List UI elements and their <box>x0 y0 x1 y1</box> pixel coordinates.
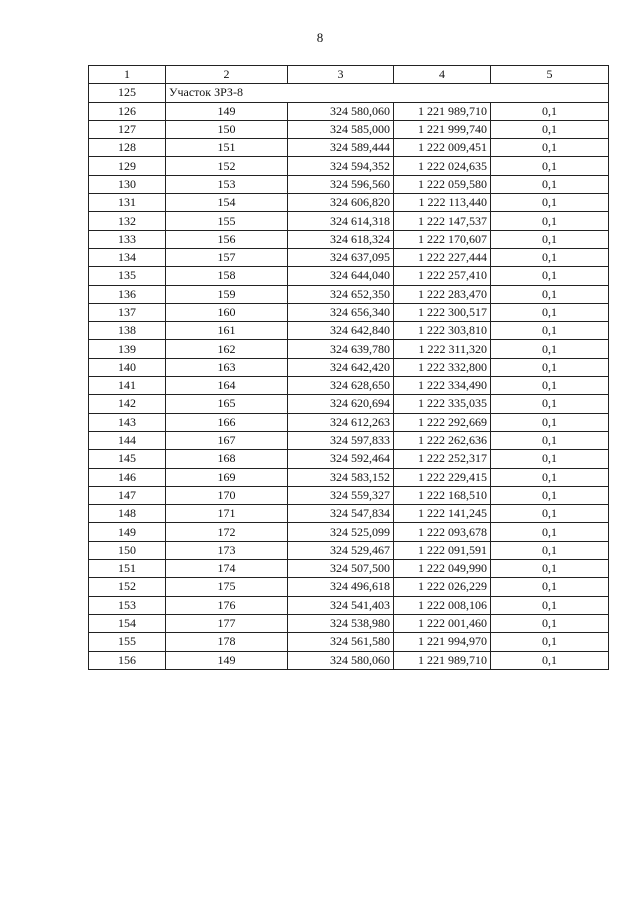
x-coordinate-cell: 324 589,444 <box>288 139 394 157</box>
accuracy-cell: 0,1 <box>491 633 609 651</box>
header-row <box>89 66 609 84</box>
accuracy-cell: 0,1 <box>491 267 609 285</box>
row-number-cell: 135 <box>89 267 166 285</box>
row-number-cell: 153 <box>89 596 166 614</box>
table-row <box>89 322 609 340</box>
row-number-cell: 144 <box>89 431 166 449</box>
x-coordinate-cell: 324 612,263 <box>288 413 394 431</box>
row-number-cell: 139 <box>89 340 166 358</box>
x-coordinate-cell: 324 529,467 <box>288 541 394 559</box>
y-coordinate-cell: 1 221 989,710 <box>394 102 491 120</box>
point-number-cell: 174 <box>166 560 288 578</box>
y-coordinate-cell: 1 222 024,635 <box>394 157 491 175</box>
coordinates-table-body <box>89 66 609 670</box>
row-number-cell: 152 <box>89 578 166 596</box>
table-row <box>89 560 609 578</box>
point-number-cell: 155 <box>166 212 288 230</box>
row-number-cell: 130 <box>89 175 166 193</box>
x-coordinate-cell: 324 507,500 <box>288 560 394 578</box>
x-coordinate-cell: 324 628,650 <box>288 377 394 395</box>
y-coordinate-cell: 1 222 113,440 <box>394 194 491 212</box>
table-row <box>89 248 609 266</box>
row-number-cell: 148 <box>89 505 166 523</box>
x-coordinate-cell: 324 580,060 <box>288 102 394 120</box>
x-coordinate-cell: 324 561,580 <box>288 633 394 651</box>
y-coordinate-cell: 1 222 300,517 <box>394 303 491 321</box>
section-row <box>89 84 609 102</box>
table-row <box>89 377 609 395</box>
y-coordinate-cell: 1 222 262,636 <box>394 431 491 449</box>
point-number-cell: 156 <box>166 230 288 248</box>
accuracy-cell: 0,1 <box>491 395 609 413</box>
point-number-cell: 172 <box>166 523 288 541</box>
coordinates-table <box>88 65 609 670</box>
x-coordinate-cell: 324 642,420 <box>288 358 394 376</box>
point-number-cell: 163 <box>166 358 288 376</box>
header-cell-1: 1 <box>89 66 166 84</box>
table-row <box>89 267 609 285</box>
table-row <box>89 486 609 504</box>
table-row <box>89 175 609 193</box>
point-number-cell: 165 <box>166 395 288 413</box>
accuracy-cell: 0,1 <box>491 358 609 376</box>
header-cell-2: 2 <box>166 66 288 84</box>
table-row <box>89 651 609 669</box>
row-number-cell: 129 <box>89 157 166 175</box>
row-number-cell: 156 <box>89 651 166 669</box>
row-number-cell: 141 <box>89 377 166 395</box>
y-coordinate-cell: 1 222 335,035 <box>394 395 491 413</box>
point-number-cell: 158 <box>166 267 288 285</box>
y-coordinate-cell: 1 222 229,415 <box>394 468 491 486</box>
row-number-cell: 126 <box>89 102 166 120</box>
table-row <box>89 431 609 449</box>
x-coordinate-cell: 324 652,350 <box>288 285 394 303</box>
accuracy-cell: 0,1 <box>491 651 609 669</box>
row-number-cell: 147 <box>89 486 166 504</box>
accuracy-cell: 0,1 <box>491 505 609 523</box>
accuracy-cell: 0,1 <box>491 230 609 248</box>
table-row <box>89 285 609 303</box>
accuracy-cell: 0,1 <box>491 157 609 175</box>
table-row <box>89 230 609 248</box>
x-coordinate-cell: 324 618,324 <box>288 230 394 248</box>
x-coordinate-cell: 324 541,403 <box>288 596 394 614</box>
accuracy-cell: 0,1 <box>491 212 609 230</box>
y-coordinate-cell: 1 222 168,510 <box>394 486 491 504</box>
row-number-cell: 131 <box>89 194 166 212</box>
point-number-cell: 173 <box>166 541 288 559</box>
row-number-cell: 136 <box>89 285 166 303</box>
row-number-cell: 151 <box>89 560 166 578</box>
table-row <box>89 596 609 614</box>
y-coordinate-cell: 1 222 252,317 <box>394 450 491 468</box>
table-row <box>89 505 609 523</box>
x-coordinate-cell: 324 637,095 <box>288 248 394 266</box>
accuracy-cell: 0,1 <box>491 578 609 596</box>
table-row <box>89 578 609 596</box>
point-number-cell: 151 <box>166 139 288 157</box>
accuracy-cell: 0,1 <box>491 614 609 632</box>
point-number-cell: 157 <box>166 248 288 266</box>
accuracy-cell: 0,1 <box>491 450 609 468</box>
row-number-cell: 145 <box>89 450 166 468</box>
accuracy-cell: 0,1 <box>491 596 609 614</box>
table-row <box>89 395 609 413</box>
accuracy-cell: 0,1 <box>491 120 609 138</box>
table-row <box>89 413 609 431</box>
x-coordinate-cell: 324 597,833 <box>288 431 394 449</box>
point-number-cell: 171 <box>166 505 288 523</box>
y-coordinate-cell: 1 222 091,591 <box>394 541 491 559</box>
y-coordinate-cell: 1 222 311,320 <box>394 340 491 358</box>
point-number-cell: 160 <box>166 303 288 321</box>
point-number-cell: 166 <box>166 413 288 431</box>
y-coordinate-cell: 1 222 049,990 <box>394 560 491 578</box>
accuracy-cell: 0,1 <box>491 175 609 193</box>
y-coordinate-cell: 1 222 141,245 <box>394 505 491 523</box>
y-coordinate-cell: 1 222 009,451 <box>394 139 491 157</box>
table-row <box>89 194 609 212</box>
row-number-cell: 127 <box>89 120 166 138</box>
accuracy-cell: 0,1 <box>491 322 609 340</box>
section-row-label: Участок ЗРЗ-8 <box>166 84 609 102</box>
point-number-cell: 149 <box>166 102 288 120</box>
table-row <box>89 157 609 175</box>
x-coordinate-cell: 324 547,834 <box>288 505 394 523</box>
x-coordinate-cell: 324 496,618 <box>288 578 394 596</box>
x-coordinate-cell: 324 592,464 <box>288 450 394 468</box>
x-coordinate-cell: 324 538,980 <box>288 614 394 632</box>
accuracy-cell: 0,1 <box>491 377 609 395</box>
point-number-cell: 170 <box>166 486 288 504</box>
row-number-cell: 138 <box>89 322 166 340</box>
table-row <box>89 633 609 651</box>
point-number-cell: 167 <box>166 431 288 449</box>
accuracy-cell: 0,1 <box>491 194 609 212</box>
point-number-cell: 178 <box>166 633 288 651</box>
x-coordinate-cell: 324 644,040 <box>288 267 394 285</box>
table-row <box>89 303 609 321</box>
table-row <box>89 358 609 376</box>
point-number-cell: 150 <box>166 120 288 138</box>
y-coordinate-cell: 1 222 147,537 <box>394 212 491 230</box>
row-number-cell: 134 <box>89 248 166 266</box>
x-coordinate-cell: 324 583,152 <box>288 468 394 486</box>
point-number-cell: 159 <box>166 285 288 303</box>
accuracy-cell: 0,1 <box>491 431 609 449</box>
y-coordinate-cell: 1 222 332,800 <box>394 358 491 376</box>
x-coordinate-cell: 324 642,840 <box>288 322 394 340</box>
table-row <box>89 541 609 559</box>
y-coordinate-cell: 1 221 994,970 <box>394 633 491 651</box>
y-coordinate-cell: 1 222 292,669 <box>394 413 491 431</box>
point-number-cell: 153 <box>166 175 288 193</box>
table-row <box>89 120 609 138</box>
point-number-cell: 161 <box>166 322 288 340</box>
x-coordinate-cell: 324 594,352 <box>288 157 394 175</box>
point-number-cell: 177 <box>166 614 288 632</box>
accuracy-cell: 0,1 <box>491 102 609 120</box>
table-row <box>89 450 609 468</box>
y-coordinate-cell: 1 221 989,710 <box>394 651 491 669</box>
point-number-cell: 176 <box>166 596 288 614</box>
x-coordinate-cell: 324 620,694 <box>288 395 394 413</box>
header-cell-5: 5 <box>491 66 609 84</box>
x-coordinate-cell: 324 639,780 <box>288 340 394 358</box>
row-number-cell: 133 <box>89 230 166 248</box>
y-coordinate-cell: 1 222 334,490 <box>394 377 491 395</box>
point-number-cell: 152 <box>166 157 288 175</box>
table-row <box>89 468 609 486</box>
table-row <box>89 102 609 120</box>
row-number-cell: 150 <box>89 541 166 559</box>
x-coordinate-cell: 324 525,099 <box>288 523 394 541</box>
x-coordinate-cell: 324 596,560 <box>288 175 394 193</box>
row-number-cell: 154 <box>89 614 166 632</box>
y-coordinate-cell: 1 222 093,678 <box>394 523 491 541</box>
table-row <box>89 614 609 632</box>
y-coordinate-cell: 1 221 999,740 <box>394 120 491 138</box>
page-number: 8 <box>316 30 324 45</box>
point-number-cell: 154 <box>166 194 288 212</box>
row-number-cell: 140 <box>89 358 166 376</box>
point-number-cell: 162 <box>166 340 288 358</box>
point-number-cell: 164 <box>166 377 288 395</box>
y-coordinate-cell: 1 222 001,460 <box>394 614 491 632</box>
y-coordinate-cell: 1 222 303,810 <box>394 322 491 340</box>
point-number-cell: 169 <box>166 468 288 486</box>
x-coordinate-cell: 324 580,060 <box>288 651 394 669</box>
row-number-cell: 142 <box>89 395 166 413</box>
y-coordinate-cell: 1 222 170,607 <box>394 230 491 248</box>
accuracy-cell: 0,1 <box>491 413 609 431</box>
accuracy-cell: 0,1 <box>491 285 609 303</box>
row-number-cell: 137 <box>89 303 166 321</box>
accuracy-cell: 0,1 <box>491 303 609 321</box>
x-coordinate-cell: 324 585,000 <box>288 120 394 138</box>
point-number-cell: 168 <box>166 450 288 468</box>
accuracy-cell: 0,1 <box>491 248 609 266</box>
row-number-cell: 132 <box>89 212 166 230</box>
table-row <box>89 340 609 358</box>
row-number-cell: 146 <box>89 468 166 486</box>
table-row <box>89 212 609 230</box>
y-coordinate-cell: 1 222 026,229 <box>394 578 491 596</box>
row-number-cell: 128 <box>89 139 166 157</box>
header-cell-4: 4 <box>394 66 491 84</box>
x-coordinate-cell: 324 614,318 <box>288 212 394 230</box>
section-row-index: 125 <box>89 84 166 102</box>
x-coordinate-cell: 324 656,340 <box>288 303 394 321</box>
row-number-cell: 155 <box>89 633 166 651</box>
x-coordinate-cell: 324 559,327 <box>288 486 394 504</box>
y-coordinate-cell: 1 222 059,580 <box>394 175 491 193</box>
accuracy-cell: 0,1 <box>491 468 609 486</box>
accuracy-cell: 0,1 <box>491 560 609 578</box>
y-coordinate-cell: 1 222 283,470 <box>394 285 491 303</box>
accuracy-cell: 0,1 <box>491 340 609 358</box>
header-cell-3: 3 <box>288 66 394 84</box>
y-coordinate-cell: 1 222 257,410 <box>394 267 491 285</box>
table-row <box>89 523 609 541</box>
x-coordinate-cell: 324 606,820 <box>288 194 394 212</box>
accuracy-cell: 0,1 <box>491 486 609 504</box>
row-number-cell: 149 <box>89 523 166 541</box>
accuracy-cell: 0,1 <box>491 139 609 157</box>
accuracy-cell: 0,1 <box>491 541 609 559</box>
y-coordinate-cell: 1 222 008,106 <box>394 596 491 614</box>
table-row <box>89 139 609 157</box>
accuracy-cell: 0,1 <box>491 523 609 541</box>
row-number-cell: 143 <box>89 413 166 431</box>
point-number-cell: 175 <box>166 578 288 596</box>
point-number-cell: 149 <box>166 651 288 669</box>
y-coordinate-cell: 1 222 227,444 <box>394 248 491 266</box>
